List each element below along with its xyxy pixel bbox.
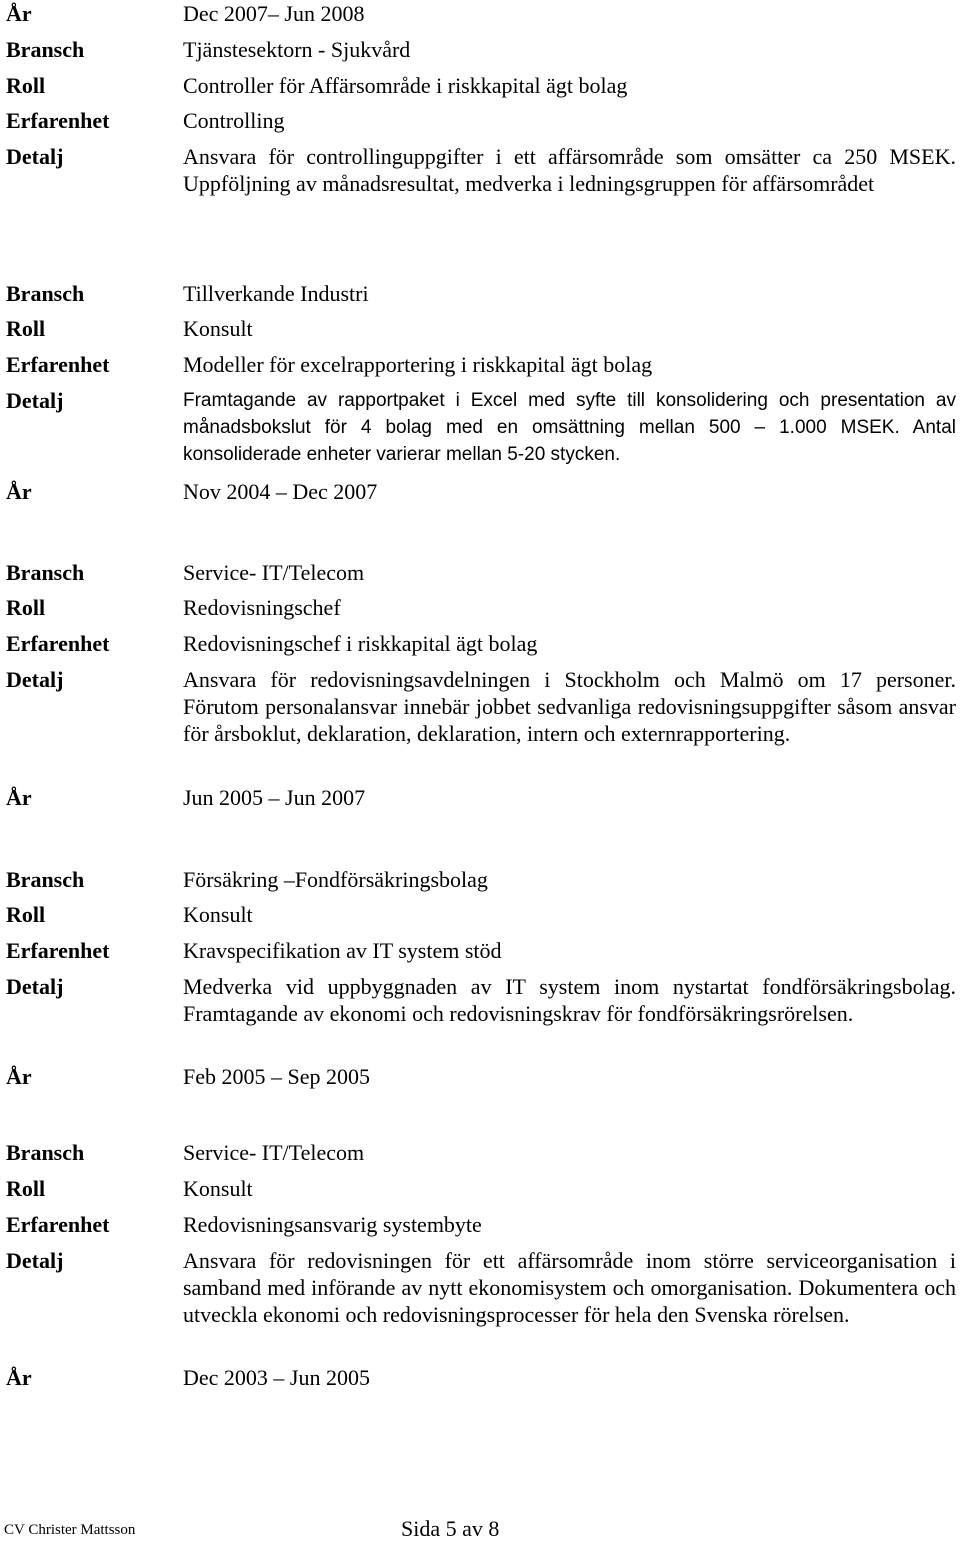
role-label: Roll bbox=[6, 73, 46, 98]
entry-1-branch: Tjänstesektorn - Sjukvård bbox=[183, 37, 411, 62]
entry-4-detail-row bbox=[6, 973, 956, 1027]
entry-2-branch-row bbox=[6, 280, 956, 307]
entry-2-branch: Tillverkande Industri bbox=[183, 281, 369, 306]
year-label: År bbox=[6, 785, 32, 810]
page-footer bbox=[4, 1517, 944, 1541]
role-label: Roll bbox=[6, 595, 46, 620]
entry-5-role-row bbox=[6, 1175, 956, 1202]
entry-4-branch: Försäkring –Fondförsäkringsbolag bbox=[183, 867, 488, 892]
entry-2-role-row bbox=[6, 315, 956, 342]
entry-5-detail-row bbox=[6, 1247, 956, 1328]
entry-2-experience: Modeller för excelrapportering i riskkapital ägt bolag bbox=[183, 352, 653, 377]
branch-label: Bransch bbox=[6, 1140, 85, 1165]
entry-5-detail: Ansvara för redovisningen för ett affärsområde inom större serviceorganisation i samband med införande av nytt ekonomisystem och omorganisation. Dokumentera och utveckla ekonomi och redovisningsprocesser för hela den Svenska rörelsen. bbox=[183, 1248, 956, 1327]
entry-1-experience-row bbox=[6, 107, 956, 134]
entry-4-role-row bbox=[6, 901, 956, 928]
footer-name: CV Christer Mattsson bbox=[4, 1522, 136, 1538]
detail-label: Detalj bbox=[6, 974, 64, 999]
entry-4-year: Feb 2005 – Sep 2005 bbox=[183, 1064, 370, 1089]
entry-4-year-row bbox=[6, 1063, 956, 1090]
entry-4-branch-row bbox=[6, 866, 956, 893]
entry-5-role: Konsult bbox=[183, 1176, 253, 1201]
entry-2-experience-row bbox=[6, 351, 956, 378]
branch-label: Bransch bbox=[6, 281, 85, 306]
entry-4-role: Konsult bbox=[183, 902, 253, 927]
detail-label: Detalj bbox=[6, 144, 64, 169]
entry-3-role: Redovisningschef bbox=[183, 595, 341, 620]
entry-3-year: Jun 2005 – Jun 2007 bbox=[183, 785, 366, 810]
branch-label: Bransch bbox=[6, 560, 85, 585]
year-label: År bbox=[6, 1365, 32, 1390]
entry-1-detail-row bbox=[6, 143, 956, 197]
role-label: Roll bbox=[6, 316, 46, 341]
experience-label: Erfarenhet bbox=[6, 108, 110, 133]
entry-2-detail: Framtagande av rapportpaket i Excel med syfte till konsolidering och presentation av månadsbokslut för 4 bolag med en omsättning mellan 500 – 1.000 MSEK. Antal konsoliderade enheter varierar mellan 5-20 stycken. bbox=[183, 390, 956, 465]
entry-4-experience: Kravspecifikation av IT system stöd bbox=[183, 938, 502, 963]
experience-label: Erfarenhet bbox=[6, 1212, 110, 1237]
experience-label: Erfarenhet bbox=[6, 631, 110, 656]
year-label: År bbox=[6, 479, 32, 504]
entry-2-detail-row bbox=[6, 387, 956, 468]
role-label: Roll bbox=[6, 902, 46, 927]
entry-3-branch-row bbox=[6, 559, 956, 586]
entry-1-branch-row bbox=[6, 36, 956, 63]
entry-1-detail: Ansvara för controllinguppgifter i ett affärsområde som omsätter ca 250 MSEK. Uppföljning av månadsresultat, medverka i ledningsgruppen för affärsområdet bbox=[183, 144, 956, 196]
entry-3-role-row bbox=[6, 594, 956, 621]
detail-label: Detalj bbox=[6, 1248, 64, 1273]
experience-label: Erfarenhet bbox=[6, 938, 110, 963]
entry-4-detail: Medverka vid uppbyggnaden av IT system inom nystartat fondförsäkringsbolag. Framtagande av ekonomi och redovisningskrav för fondförsäkringsrörelsen. bbox=[183, 974, 956, 1026]
entry-5-branch-row bbox=[6, 1139, 956, 1166]
entry-3-branch: Service- IT/Telecom bbox=[183, 560, 365, 585]
detail-label: Detalj bbox=[6, 388, 64, 413]
entry-5-year: Dec 2003 – Jun 2005 bbox=[183, 1365, 370, 1390]
entry-1-year: Dec 2007– Jun 2008 bbox=[183, 1, 365, 26]
entry-5-experience-row bbox=[6, 1211, 956, 1238]
entry-5-branch: Service- IT/Telecom bbox=[183, 1140, 365, 1165]
entry-3-detail: Ansvara för redovisningsavdelningen i Stockholm och Malmö om 17 personer. Förutom personalansvar innebär jobbet sedvanliga redovisningsuppgifter såsom ansvar för årsboklut, deklaration, deklaration, intern och externrapportering. bbox=[183, 667, 956, 746]
entry-3-detail-row bbox=[6, 666, 956, 747]
footer-page-number: Sida 5 av 8 bbox=[401, 1516, 500, 1541]
branch-label: Bransch bbox=[6, 37, 85, 62]
entry-1-year-row bbox=[6, 0, 956, 27]
entry-1-role: Controller för Affärsområde i riskkapital ägt bolag bbox=[183, 73, 628, 98]
experience-label: Erfarenhet bbox=[6, 352, 110, 377]
entry-5-year-row bbox=[6, 1364, 956, 1391]
role-label: Roll bbox=[6, 1176, 46, 1201]
detail-label: Detalj bbox=[6, 667, 64, 692]
entry-2-year: Nov 2004 – Dec 2007 bbox=[183, 479, 378, 504]
year-label: År bbox=[6, 1064, 32, 1089]
entry-3-experience: Redovisningschef i riskkapital ägt bolag bbox=[183, 631, 538, 656]
entry-1-role-row bbox=[6, 72, 956, 99]
year-label: År bbox=[6, 1, 32, 26]
branch-label: Bransch bbox=[6, 867, 85, 892]
entry-2-year-row bbox=[6, 478, 956, 505]
entry-3-year-row bbox=[6, 784, 956, 811]
entry-4-experience-row bbox=[6, 937, 956, 964]
entry-5-experience: Redovisningsansvarig systembyte bbox=[183, 1212, 482, 1237]
entry-3-experience-row bbox=[6, 630, 956, 657]
entry-1-experience: Controlling bbox=[183, 108, 285, 133]
entry-2-role: Konsult bbox=[183, 316, 253, 341]
